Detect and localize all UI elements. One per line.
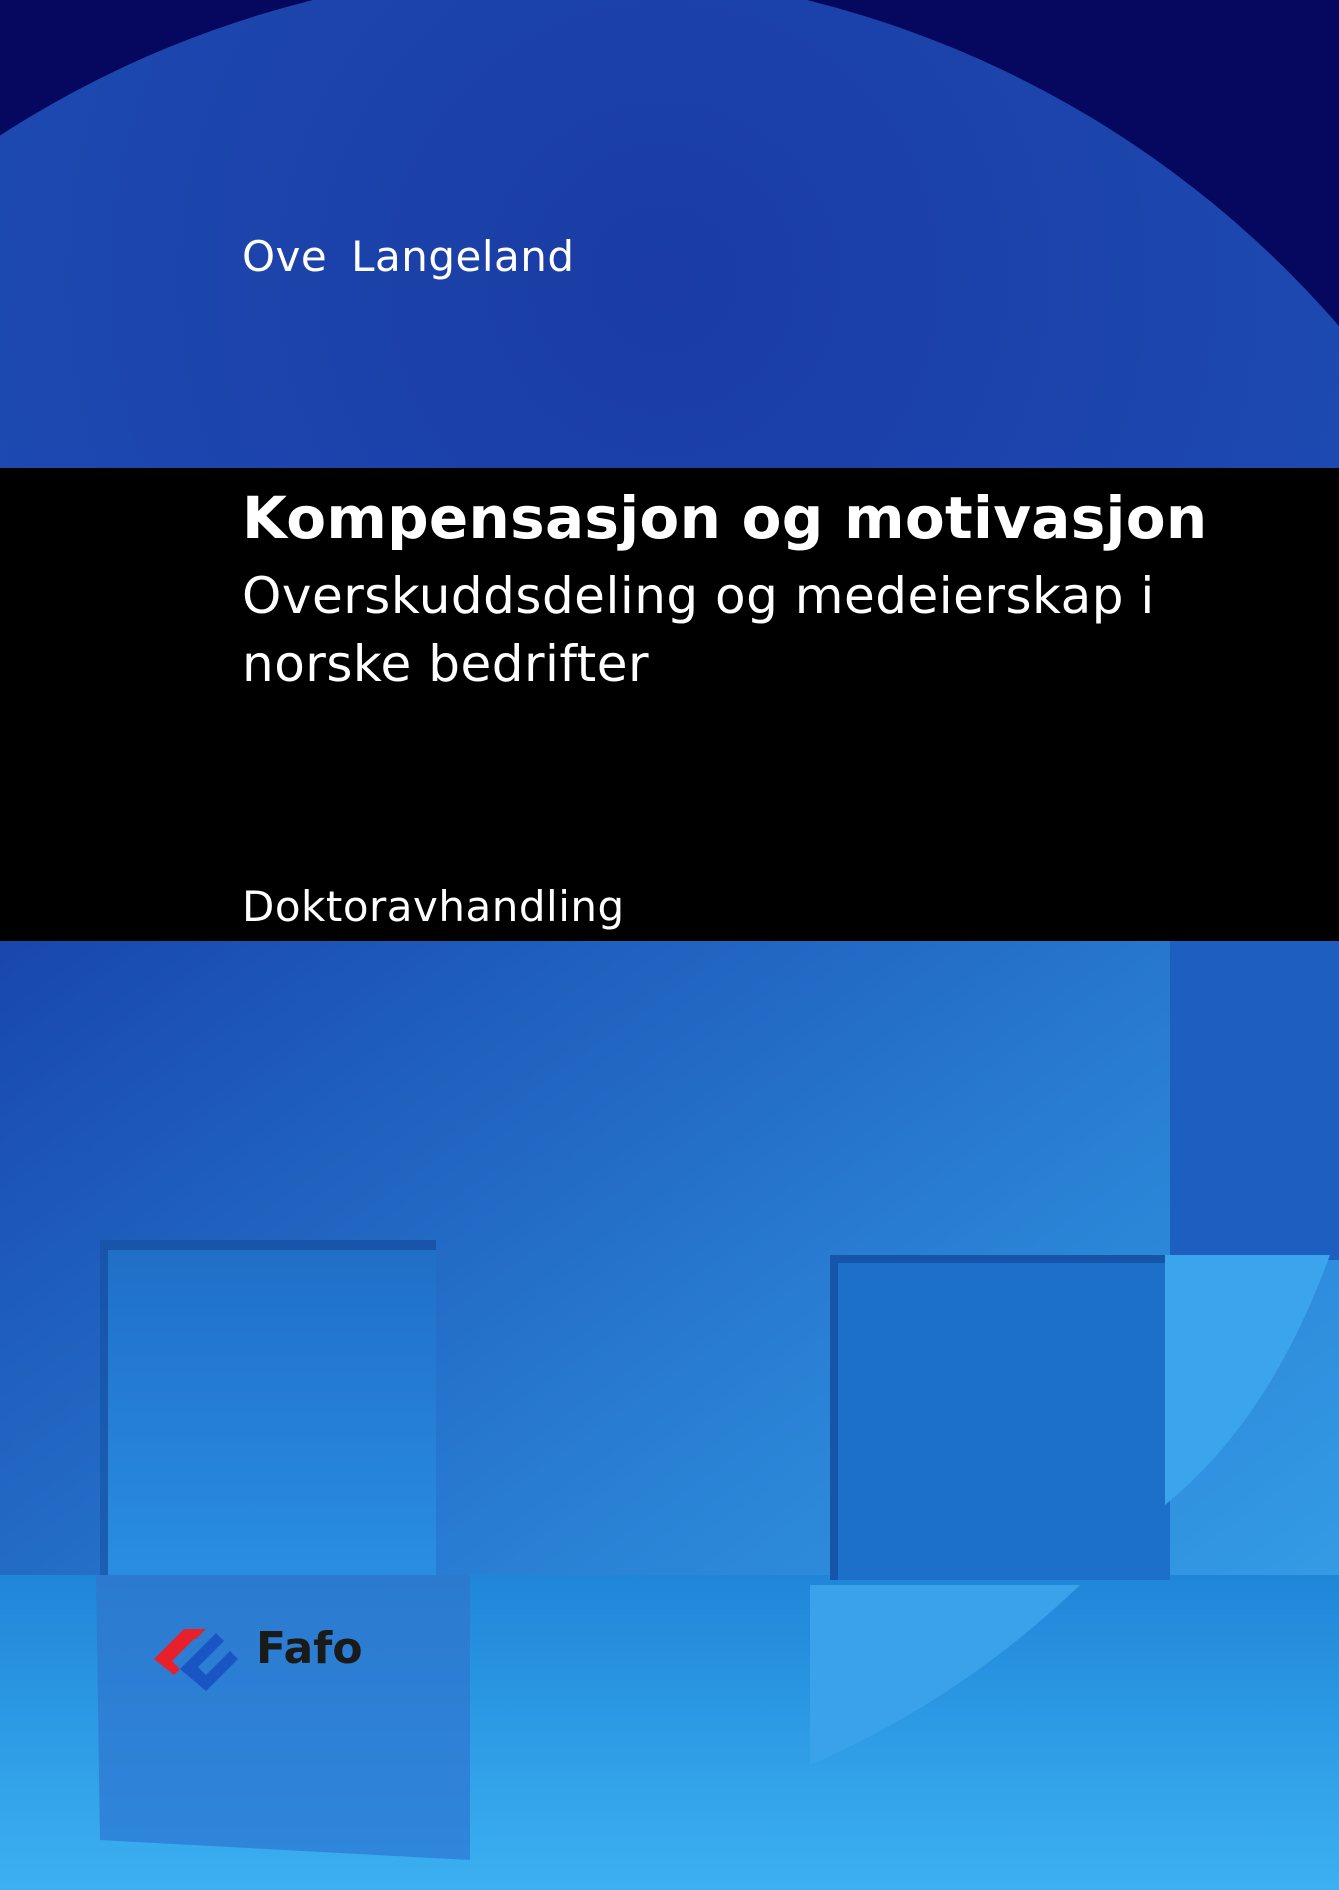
document-type-label: Doktoravhandling bbox=[242, 882, 625, 931]
document-subtitle: Overskuddsdeling og medeierskap i norske bedrifter bbox=[242, 567, 1155, 693]
fafo-logo-mark-icon bbox=[150, 1615, 250, 1695]
document-title: Kompensasjon og motivasjon bbox=[242, 484, 1208, 552]
publisher-name: Fafo bbox=[256, 1623, 363, 1674]
author-name: Ove Langeland bbox=[242, 232, 575, 281]
publisher-logo bbox=[150, 1615, 390, 1695]
